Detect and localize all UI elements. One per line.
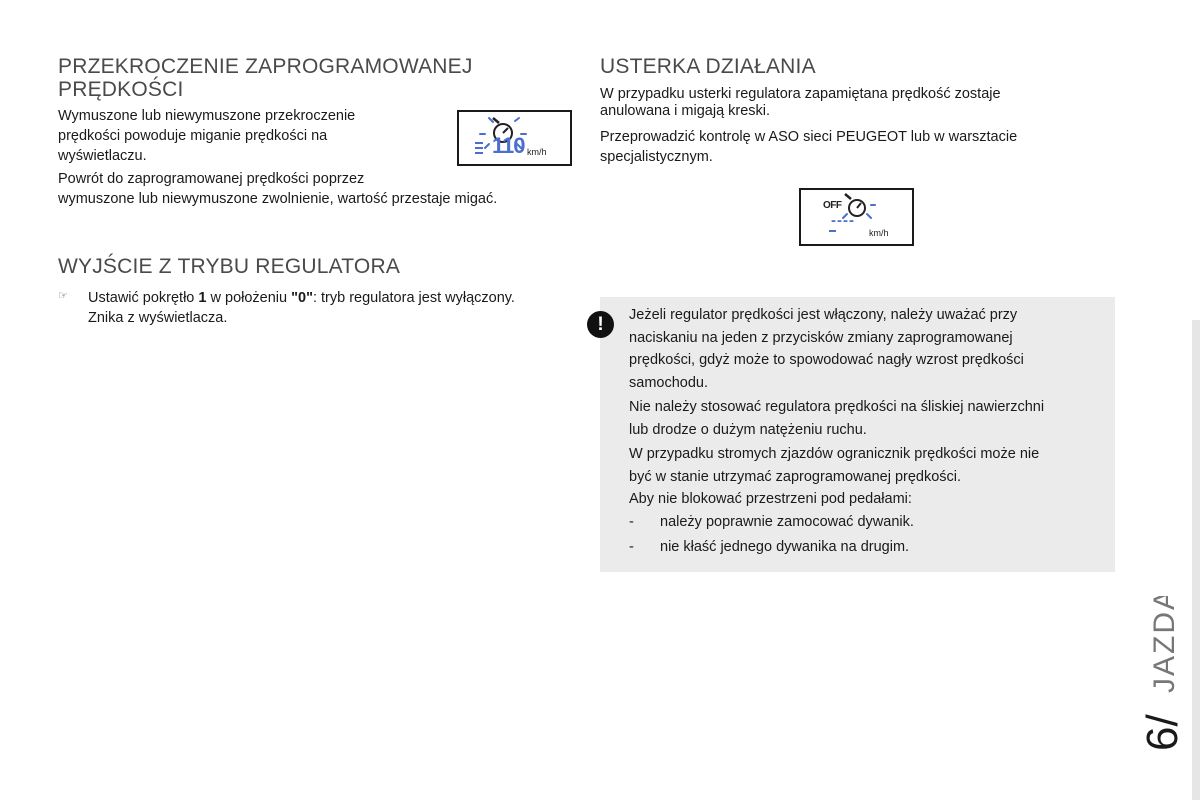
malfunction-paragraph-1 (600, 86, 1100, 120)
list-item-text: należy poprawnie zamocować dywanik. (660, 513, 914, 530)
warning-paragraph-1 (629, 305, 1104, 393)
speed-display-off (799, 188, 914, 246)
off-label: OFF (823, 200, 842, 211)
list-item (629, 537, 1104, 560)
text-line: wyświetlaczu. (58, 148, 147, 164)
instruction-line-1 (88, 288, 578, 308)
section-title-malfunction: USTERKA DZIAŁANIA (600, 55, 816, 78)
warning-text (629, 305, 1104, 560)
text-line: Wymuszone lub niewymuszone przekroczenie (58, 108, 356, 124)
speedometer-off-icon (801, 190, 912, 244)
text-fragment: : tryb regulatora jest wyłączony. (312, 290, 515, 306)
text-line: W przypadku usterki regulatora zapamiętana prędkość zostaje (600, 86, 1001, 102)
text-line: wymuszone lub niewymuszone zwolnienie, wartość przestaje migać. (58, 191, 498, 207)
text-line: Przeprowadzić kontrolę w ASO sieci PEUGEOT lub w warsztacie (600, 129, 1018, 145)
text-line: Powrót do zaprogramowanej prędkości poprzez (58, 171, 365, 187)
section-title-overspeed (58, 55, 538, 101)
text-fragment: w położeniu (206, 290, 292, 306)
text-line: prędkości powoduje miganie prędkości na (58, 128, 328, 144)
warning-paragraph-4 (629, 489, 1104, 510)
text-line: Aby nie blokować przestrzeni pod pedałami: (629, 491, 912, 507)
text-line: być w stanie utrzymać zaprogramowanej prędkości. (629, 468, 962, 485)
malfunction-paragraph-2 (600, 127, 1100, 167)
text-line: W przypadku stromych zjazdów ogranicznik prędkości może nie (629, 446, 1040, 462)
warning-list (629, 512, 1104, 560)
pointing-hand-icon: ☞ (58, 290, 68, 302)
warning-paragraph-2 (629, 397, 1104, 440)
section-title-exit-mode: WYJŚCIE Z TRYBU REGULATORA (58, 255, 401, 278)
chapter-label (1131, 596, 1191, 751)
list-item-text: nie kłaść jednego dywanika na drugim. (660, 539, 910, 555)
chapter-label-rotated (1131, 596, 1191, 756)
overspeed-paragraph-1 (58, 106, 438, 166)
exit-mode-instruction (58, 288, 578, 328)
text-line: Jeżeli regulator prędkości jest włączony, należy uważać przy (629, 307, 1018, 323)
list-dash: - (629, 513, 634, 530)
knob-position: "0" (291, 290, 313, 306)
speed-value: 110 (492, 133, 525, 158)
section-title-line: PRĘDKOŚCI (58, 78, 184, 101)
text-line: lub drodze o dużym natężeniu ruchu. (629, 421, 867, 438)
blank-speed-dashes: ---- (831, 212, 855, 229)
overspeed-paragraph-2 (58, 169, 578, 209)
warning-exclamation-icon: ! (587, 311, 614, 338)
speed-unit: km/h (869, 228, 889, 238)
text-line: prędkości, gdyż może to spowodować nagły wzrost prędkości (629, 352, 1024, 368)
text-line: samochodu. (629, 374, 708, 391)
speed-unit: km/h (527, 147, 547, 157)
text-line: Nie należy stosować regulatora prędkości na śliskiej nawierzchni (629, 399, 1045, 415)
knob-number: 1 (198, 290, 207, 306)
speed-display-flashing (457, 110, 572, 166)
instruction-line-2: Znika z wyświetlacza. (88, 310, 228, 326)
text-line: specjalistycznym. (600, 149, 713, 165)
text-fragment: Ustawić pokrętło (88, 290, 199, 306)
section-title-line: PRZEKROCZENIE ZAPROGRAMOWANEJ (58, 55, 473, 78)
list-dash: - (629, 539, 634, 555)
text-line: anulowana i migają kreski. (600, 103, 771, 119)
chapter-number: 6/ (1138, 714, 1187, 751)
list-item (629, 512, 1104, 535)
warning-paragraph-3 (629, 444, 1104, 487)
chapter-side-bar (1192, 320, 1200, 800)
text-line: naciskaniu na jeden z przycisków zmiany zaprogramowanej (629, 329, 1013, 346)
chapter-title: JAZDA (1148, 596, 1181, 693)
